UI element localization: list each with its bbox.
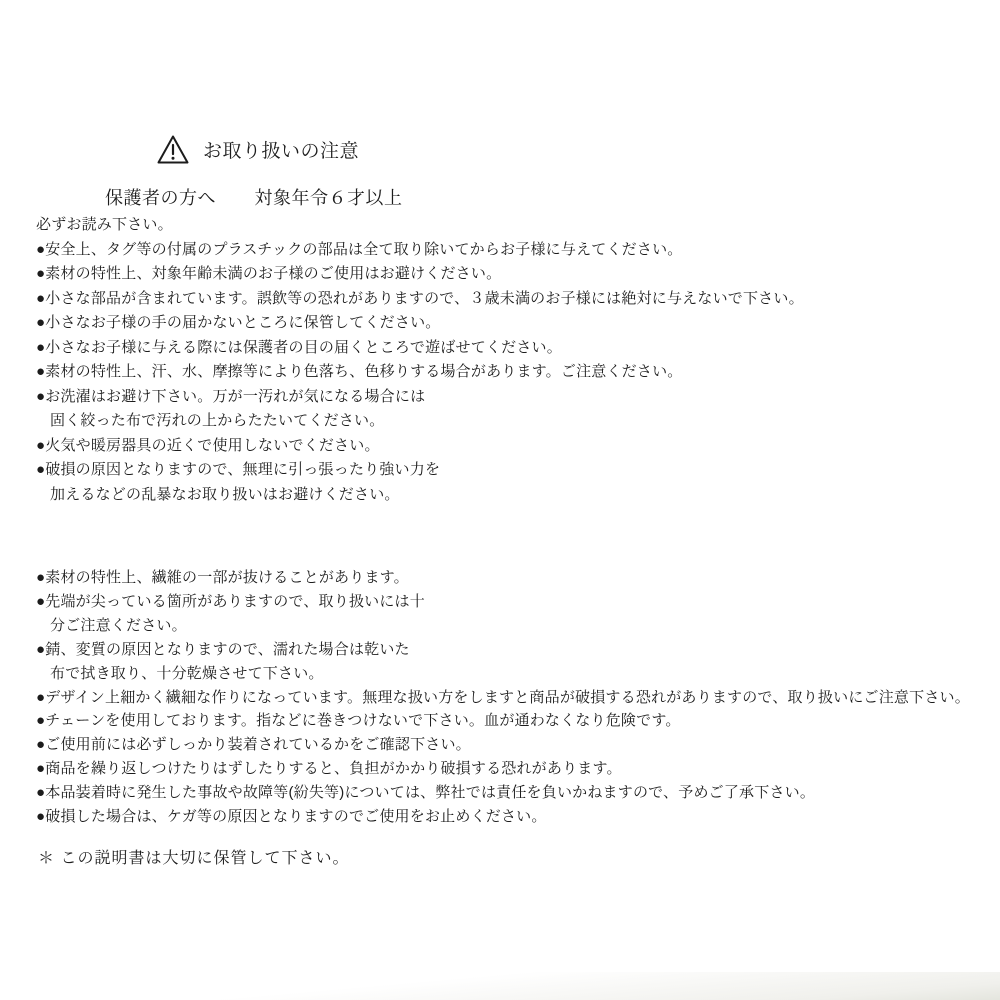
warning-item-continuation: 固く絞った布で汚れの上からたたいてください。 (50, 412, 385, 429)
caution-header (156, 134, 359, 165)
keep-instructions-note: ＊ この説明書は大切に保管して下さい。 (38, 850, 350, 867)
warning-item: ●ご使用前には必ずしっかり装着されているかをご確認下さい。 (36, 736, 471, 754)
warning-item: ●錆、変質の原因となりますので、濡れた場合は乾いた (36, 640, 410, 658)
warning-item: ●お洗濯はお避け下さい。万が一汚れが気になる場合には (36, 387, 426, 405)
warning-item: ●小さなお子様の手の届かないところに保管してください。 (36, 314, 441, 331)
warning-item: ●小さな部品が含まれています。誤飲等の恐れがありますので、３歳未満のお子様には絶対に与えないで下さい。 (36, 289, 804, 307)
warning-list-product (36, 566, 970, 829)
warning-triangle-icon (156, 134, 190, 165)
product-warnings-block (36, 566, 970, 829)
warning-item-continuation: 分ご注意ください。 (50, 616, 187, 634)
warning-item-continuation: 加えるなどの乱暴なお取り扱いはお避けください。 (50, 485, 400, 503)
audience-label: 保護者の方へ (105, 188, 216, 208)
warning-list-general (36, 238, 804, 508)
warning-item: ●チェーンを使用しております。指などに巻きつけないで下さい。血が通わなくなり危険です。 (36, 712, 681, 730)
caution-title: お取り扱いの注意 (203, 141, 360, 162)
age-requirement: 対象年令６才以上 (254, 188, 403, 208)
warning-item: ●小さなお子様に与える際には保護者の目の届くところで遊ばせてください。 (36, 338, 562, 356)
warning-item: ●先端が尖っている箇所がありますので、取り扱いには十 (36, 592, 425, 610)
warning-item: ●素材の特性上、汗、水、摩擦等により色落ち、色移りする場合があります。ご注意ください。 (36, 363, 683, 380)
warning-item: ●商品を繰り返しつけたりはずしたりすると、負担がかかり破損する恐れがあります。 (36, 760, 622, 778)
warning-item: ●安全上、タグ等の付属のプラスチックの部品は全て取り除いてからお子様に与えてください。 (36, 240, 683, 258)
general-warnings-block (36, 213, 804, 507)
warning-item: ●破損の原因となりますので、無理に引っ張ったり強い力を (36, 461, 441, 478)
warning-item: ●素材の特性上、対象年齢未満のお子様のご使用はお避けください。 (36, 265, 502, 282)
warning-item: ●デザイン上細かく繊細な作りになっています。無理な扱い方をしますと商品が破損する恐れがありますので、取り扱いにご注意下さい。 (36, 688, 970, 706)
warning-item-continuation: 布で拭き取り、十分乾燥させて下さい。 (50, 664, 324, 682)
read-first-note: 必ずお読み下さい。 (36, 216, 173, 233)
paper-edge-shadow (0, 972, 1000, 1000)
audience-line (105, 184, 403, 210)
warning-item: ●破損した場合は、ケガ等の原因となりますのでご使用をお止めください。 (36, 808, 547, 826)
warning-item: ●火気や暖房器具の近くで使用しないでください。 (36, 436, 380, 454)
warning-item: ●素材の特性上、繊維の一部が抜けることがあります。 (36, 569, 409, 586)
warning-item: ●本品装着時に発生した事故や故障等(紛失等)については、弊社では責任を負いかねますので、予めご了承下さい。 (36, 784, 816, 802)
